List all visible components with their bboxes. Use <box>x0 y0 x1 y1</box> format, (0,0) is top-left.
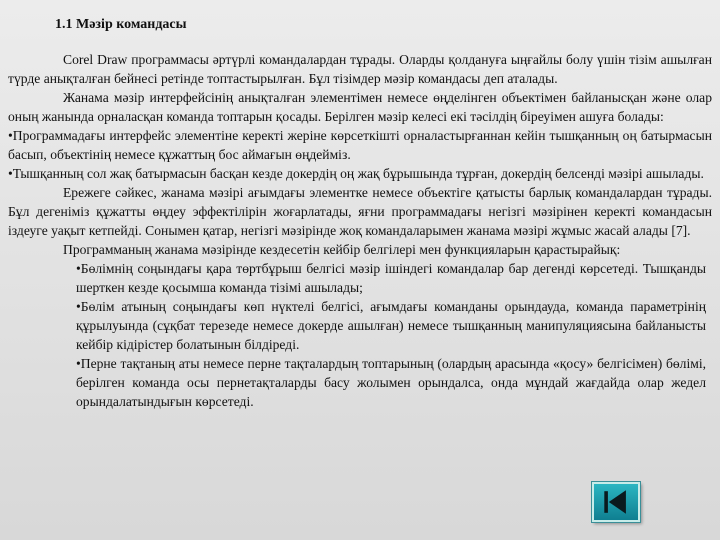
first-slide-button[interactable] <box>592 482 640 522</box>
bullet-black-square: •Бөлімнің соңындағы қара төртбұрыш белгісі мәзір ішіндегі командалар бар дегенді көрсетеді. Тышқанды шерткен кезде қосымша команда тізімі ашылады; <box>76 261 706 295</box>
bullet-shortcut: •Перне тақтаның аты немесе перне тақталардың топтарының (олардың арасында «қосу» белгісімен) бөлімі, берілген команда осы пернетақталарды басу жолымен орындалса, онда мұндай жағдайда олар жедел орындалатындығын көрсетеді. <box>76 356 706 409</box>
paragraph-features: Программаның жанама мәзірінде кездесетін кейбір белгілері мен функцияларын қарастырайық: <box>63 242 621 257</box>
slide-body <box>8 50 712 411</box>
paragraph-intro: Corel Draw программасы әртүрлі командалардан тұрады. Оларды қолдануға ыңғайлы болу үшін тізім ашылған түрде анықталған бейнесі ретінде топтастырылған. Бұл тізімдер мәзір командасы деп аталады. <box>8 52 712 86</box>
paragraph-rule: Ережеге сәйкес, жанама мәзірі ағымдағы элементке немесе объектіге қатысты барлық командалардан тұрады. Бұл дегеніміз құжатты өңдеу эффектілірін жоғарлатады, яғни программадағы негізгі мәзірінен керекті командасын іздеуге уақыт кетпейді. Сонымен қатар, негізгі мәзірінде жоқ командаларымен жанама мәзірі жұмыс жасай алады [7]. <box>8 185 712 238</box>
paragraph-context-menu: Жанама мәзір интерфейсінің анықталған элементімен немесе өңделінген объектімен байланысқан және олар оның жанында орналасқан команда топтарын қосады. Берілген мәзір келесі екі тәсілдің біреуімен ашуға болады: <box>8 90 712 124</box>
bullet-ellipsis: •Бөлім атының соңындағы көп нүктелі белгісі, ағымдағы команданы орындауда, команда параметрінің құрылуында (сұқбат терезеде немесе докерде ашылған) немесе тышқанның манипуляциясына байланысты кейбір кідірістер болатынын білдіреді. <box>76 299 706 352</box>
skip-to-first-icon <box>594 484 638 520</box>
bullet-right-click: •Программадағы интерфейс элементіне керекті жеріне көрсеткішті орналастырғаннан кейін тышқанның оң батырмасын басып, объектінің немесе құжаттың бос аймағын өңдейміз. <box>8 128 712 162</box>
page-title: 1.1 Мәзір командасы <box>55 17 187 32</box>
bullet-left-click: •Тышқанның сол жақ батырмасын басқан кезде докердің оң жақ бұрышында тұрған, докердің белсенді мәзірі ашылады. <box>8 166 704 181</box>
